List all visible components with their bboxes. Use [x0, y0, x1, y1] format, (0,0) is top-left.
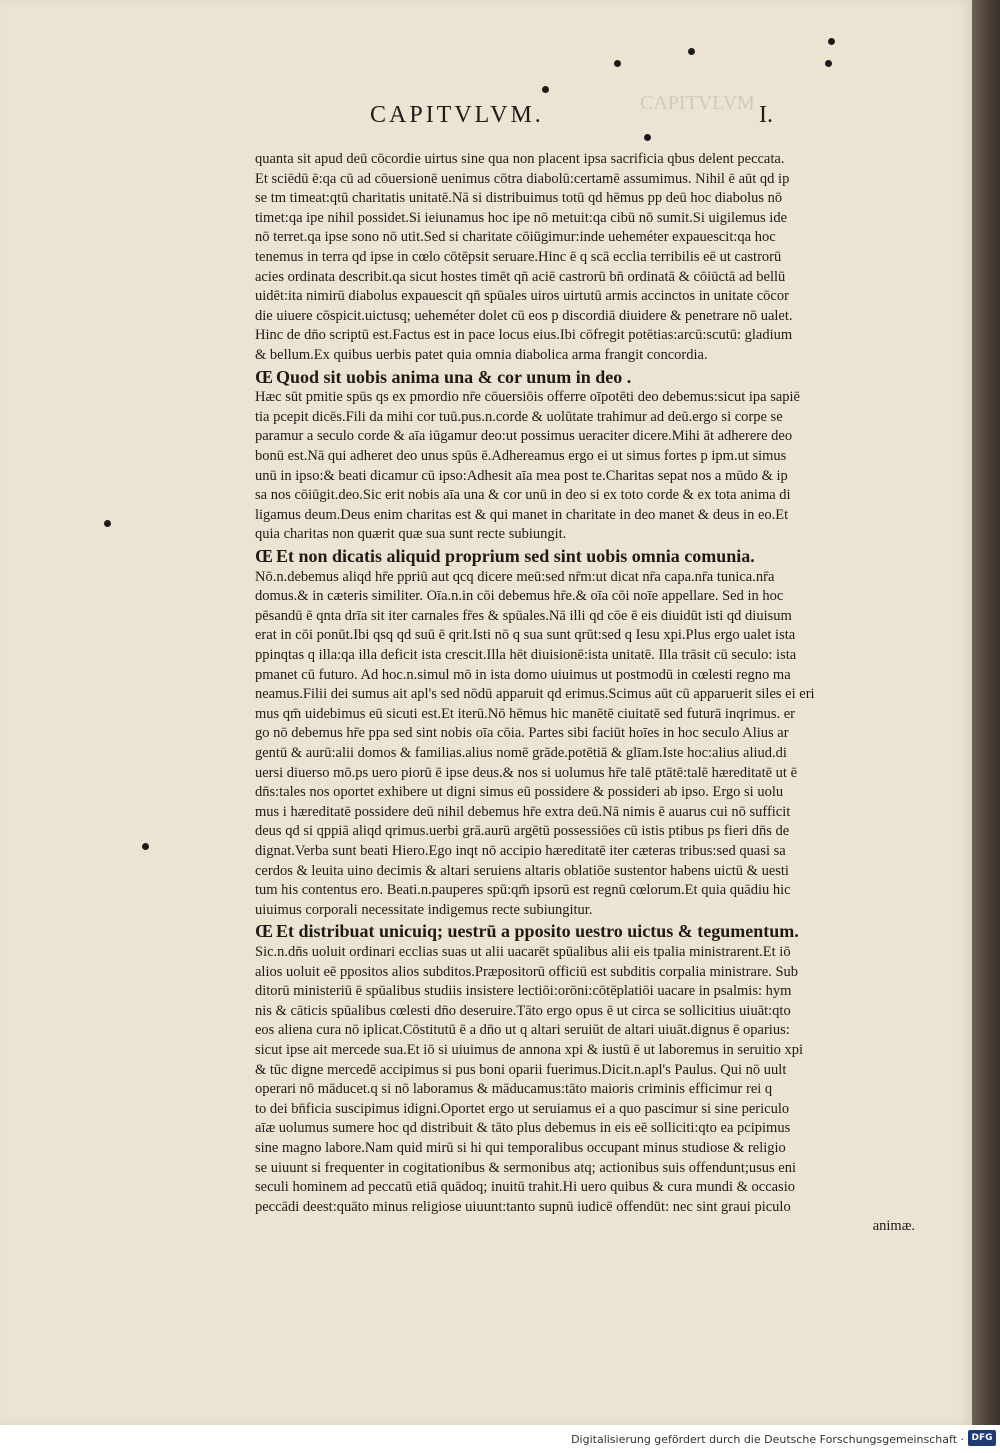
- text-line: tia pcepit dicēs.Fili da mihi cor tuū.pus.n.corde & uolūtate trahimur ad deū.ergo si corpe se: [255, 408, 783, 425]
- paragraph-mark: Œ: [255, 366, 273, 387]
- paragraph-mark: Œ: [255, 921, 273, 942]
- text-line: Hinc de dn̄o scriptū est.Factus est in pace locus eius.Ibi cōfregit potētias:arcū:scutū: gladium: [255, 327, 793, 344]
- ink-spot: [104, 520, 111, 527]
- text-line: tum his contentus ero. Beati.n.pauperes spū:qm̄ ipsorū est regnū cœlorum.Et quia quādiu hic: [255, 882, 791, 899]
- text-line: bonū est.Nā qui adheret deo unus spūs ē.Adhereamus ergo ei ut simus fortes p ipm.ut simus: [255, 448, 787, 464]
- text-line: se uiuunt si frequenter in cogitationibus & sermonibus atq; actionibus suis offendunt;usus eni: [255, 1159, 796, 1176]
- text-line: & tūc digne mercedē accipimus si pus boni oparii fuerimus.Dicit.n.apl's Paulus. Qui nō uult: [255, 1061, 787, 1078]
- book-spine: [972, 0, 1000, 1425]
- show-through-header: CAPITVLVM: [640, 92, 755, 114]
- text-line: uiuimus corporali necessitate indigemus recte subiungitur.: [255, 901, 593, 918]
- text-line: alios uoluit eē ppositos alios subditos.Præpositorū officiū est subditis corpalia ministrare. Sub: [255, 963, 799, 980]
- text-line: neamus.Filii dei sumus ait apl's sed nōdū apparuit qd erimus.Scimus aūt cū apparuerit siles ei eri: [255, 686, 815, 703]
- chapter-number: I.: [759, 102, 773, 128]
- text-line: Hæc sūt pmitie spūs qs ex pmordio nr̄e cōuersiōis offerre oīpotēti deo debemus:sicut ipa sapiē: [255, 389, 800, 406]
- text-line: gentū & aurū:alii domos & familias.alius nomē grāde.potētiā & glīam.Iste hoc:alius aliud.di: [255, 745, 787, 761]
- ink-spot: [688, 48, 695, 55]
- text-line: acies ordinata describit.qa sicut hostes timēt qn̄ aciē castrorū bn̄ ordinatā & cōiūctā ad bellū: [255, 268, 786, 285]
- text-line: peccādi deest:quāto minus religiose uiuunt:tanto supnū iudicē offendūt: nec sint graui piculo: [255, 1198, 791, 1215]
- text-line: to dei bn̄ficia suscipimus idigni.Oportet ergo ut seruiamus ei a quo pascimur si sine periculo: [255, 1100, 790, 1117]
- text-line: go nō debemus hr̄e ppa sed sint nobis oīa cōia. Partes sibi faciūt hoīes in hoc seculo Alius ar: [255, 725, 789, 742]
- ink-spot: [614, 60, 621, 67]
- text-line: uersi diuerso mō.ps uero piorū ē ipse deus.& nos si uolumus hr̄e talē ptātē:talē hæreditatē ut ē: [255, 764, 798, 781]
- chapter-header: [370, 102, 830, 136]
- text-line: paramur a seculo corde & aīa iūgamur deo:ut possimus ueraciter dicere.Mihi āt adherere deo: [255, 428, 793, 445]
- text-line: cerdos & leuita uino decimis & altari seruiens altaris oblatiōe sustentor habens uictū & uesti: [255, 862, 789, 879]
- text-line: aīæ uolumus sumere hoc qd distribuit & tāto plus debemus in eis eē solliciti:qto ea pcipimus: [255, 1120, 791, 1137]
- text-line: operari nō māducet.q si nō laboramus & māducamus:tāto maioris criminis efficimur rei q: [255, 1081, 773, 1098]
- text-line: Et sciēdū ē:qa cū ad cōuersionē uenimus cōtra diabolū:certamē assumimus. Nihil ē aūt qd ip: [255, 170, 790, 187]
- text-line: animæ.: [872, 1218, 915, 1235]
- text-line: sicut ipse ait mercede sua.Et iō si uiuimus de annona xpi & iustū ē ut laboremus in seruitio xpi: [255, 1042, 804, 1058]
- ink-spot: [825, 60, 832, 67]
- text-line: ditorū ministeriū ē spūalibus studiis insistere lectiōi:orōni:cōtēplatiōi uacare in psalmis: hym: [255, 983, 792, 1000]
- text-line: die uiuere cōspicit.uictusq; ueheméter dolet cū eos p discordiā diuidere & penetrare nō ualet.: [255, 307, 793, 324]
- section-heading: [255, 366, 915, 389]
- text-line: deus qd si qppiā aliqd qrimus.uerbi grā.aurū argētū possessiōes cū istis ptibus ps fieri dn̄s de: [255, 823, 790, 840]
- text-line: erat in cōi ponūt.Ibi qsq qd suū ē qrit.Isti nō q sua sunt qrūt:sed q Iesu xpi.Plus ergo ualet ista: [255, 627, 796, 644]
- funding-credit: Digitalisierung gefördert durch die Deutsche Forschungsgemeinschaft ·: [571, 1433, 964, 1446]
- text-line: unū in ipso:& beati dicamur cū ipso:Adhesit aīa mea post te.Charitas sepat nos a mūdo & ip: [255, 467, 788, 484]
- ink-spot: [142, 843, 149, 850]
- ink-spot: [828, 38, 835, 45]
- heading-text: Et distribuat unicuiq; uestrū a pposito uestro uictus & tegumentum.: [276, 921, 799, 942]
- text-line: Nō.n.debemus aliqd hr̄e ppriū aut qcq dicere meū:sed nr̄m:ut dicat nr̄a capa.nr̄a tunica.nr̄a: [255, 568, 775, 585]
- section-heading: [255, 920, 915, 943]
- heading-text: Quod sit uobis anima una & cor unum in deo .: [276, 366, 632, 387]
- footer-bar: [0, 1425, 1000, 1453]
- text-line: tenemus in terra qd ipse in cœlo cōtēpsit seruare.Hinc ē q scā ecclia terribilis eē ut castrorū: [255, 248, 782, 265]
- paragraph-mark: Œ: [255, 545, 273, 566]
- text-line: domus.& in cæteris similiter. Oīa.n.in cōi debemus hr̄e.& oīa cōi noīe appellare. Sed in hoc: [255, 588, 784, 605]
- text-line: dn̄s:tales nos oportet exhibere ut digni simus eū possidere & possideri ab ipso. Ergo si uolu: [255, 784, 784, 801]
- text-line: nō terret.qa ipse sono nō utit.Sed si charitate cōiūgimur:inde ueheméter expauescit:qa hoc: [255, 229, 776, 246]
- text-line: nis & cāticis spūalibus cœlesti dn̄o deseruire.Tāto ergo opus ē ut circa se sollicitius uiuāt:qto: [255, 1002, 791, 1019]
- text-line: timet:qa ipe nihil possidet.Si ieiunamus hoc ipe nō metuit:qa cibū nō sumit.Si uigilemus ide: [255, 209, 788, 226]
- text-line: pēsandū ē qnta drīa sit iter carnales fr̄es & spūales.Nā illi qd cōe ē eis diuidūt isti qd diuisum: [255, 607, 792, 624]
- text-line: ligamus deum.Deus enim charitas est & qui manet in charitate in deo manet & deus in eo.Et: [255, 506, 789, 523]
- body-text: [255, 150, 915, 1237]
- text-line: quia charitas non quærit quæ sua sunt recte subiungit.: [255, 526, 567, 543]
- text-line: pmanet cū futuro. Ad hoc.n.simul mō in ista domo uiuimus ut postmodū in cœlesti regno ma: [255, 666, 791, 683]
- text-line: uidēt:ita nimirū diabolus expauescit qn̄ spūales uiros uirtutū armis accinctos in unitate cōcor: [255, 288, 789, 305]
- text-line: se tm timeat:qtū charitatis unitatē.Nā si distribuimus totū qd hēmus pp deū hoc diabolus nō: [255, 190, 783, 207]
- ink-spot: [542, 86, 549, 93]
- text-line: sa nos cōiūgit.deo.Sic erit nobis aīa una & cor unū in deo si ex toto corde & ex tota anima di: [255, 487, 791, 504]
- text-line: sine magno labore.Nam quid mirū si hi qui temporalibus occupant minus studiose & religio: [255, 1139, 786, 1156]
- chapter-title: CAPITVLVM.: [370, 102, 544, 128]
- text-line: quanta sit apud deū cōcordie uirtus sine qua non placent ipsa sacrificia qbus delent peccata.: [255, 151, 785, 167]
- text-line: seculi hominem ad peccatū etiā quādoq; inuitū trahit.Hi uero quibus & cura mundi & occasio: [255, 1179, 795, 1196]
- text-line: eos aliena cura nō iplicat.Cōstitutū ē a dn̄o ut q altari seruiūt de altari uiuāt.dignus ē oparius:: [255, 1022, 790, 1039]
- text-line: mus i hæreditatē possidere deū nihil debemus hr̄e extra deū.Nā nimis ē auarus cui nō sufficit: [255, 803, 791, 820]
- text-line: dignat.Verba sunt beati Hiero.Ego inqt nō accipio hæreditatē iter cæteras tribus:sed quasi sa: [255, 842, 786, 859]
- text-line: mus qm̄ uidebimus eū sicuti est.Et iterū.Nō hēmus hic manētē ciuitatē sed futurā inqrimus. er: [255, 705, 796, 722]
- text-line: & bellum.Ex quibus uerbis patet quia omnia diabolica arma frangit concordia.: [255, 346, 708, 363]
- text-line: Sic.n.dn̄s uoluit ordinari ecclias suas ut alii uacarēt spūalibus alii eis tpalia ministrarent.Et iō: [255, 944, 791, 961]
- text-line: ppinqtas q illa:qa illa deficit ista crescit.Illa hēt diuisionē:ista unitatē. Illa trāsit cū seculo: ista: [255, 647, 797, 664]
- heading-text: Et non dicatis aliquid proprium sed sint uobis omnia comunia.: [276, 545, 755, 566]
- dfg-logo: DFG: [968, 1430, 996, 1446]
- section-heading: [255, 545, 915, 568]
